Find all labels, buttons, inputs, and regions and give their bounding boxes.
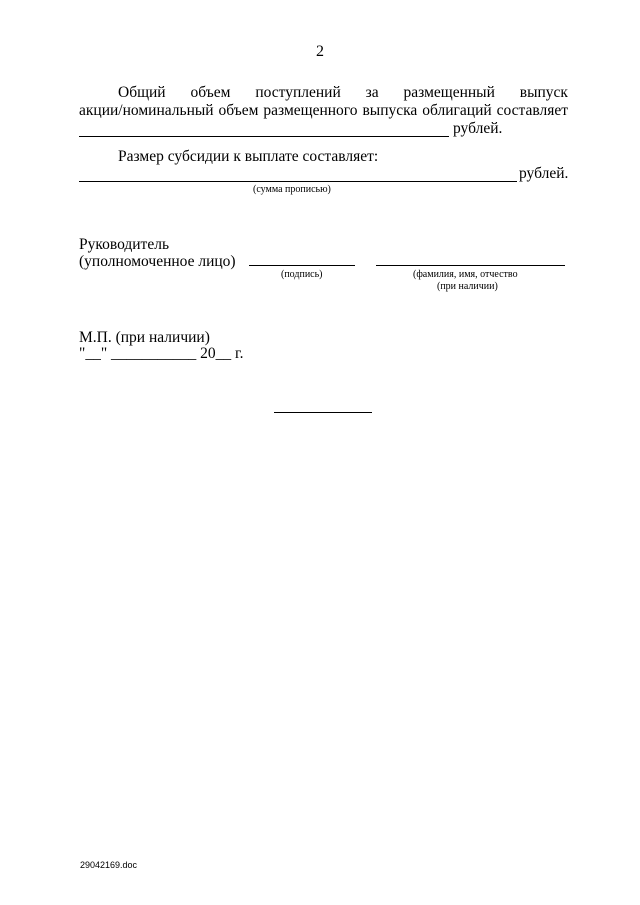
signature-hint: (подпись) [281, 269, 323, 280]
subsidy-hint: (сумма прописью) [253, 184, 331, 195]
fio-hint-qualifier: (при наличии) [437, 281, 498, 292]
subsidy-blank-field[interactable] [79, 181, 517, 182]
paragraph1-line2: акции/номинальный объем размещенного выпуска облигаций составляет [79, 102, 568, 119]
file-name: 29042169.doc [80, 860, 138, 870]
volume-unit-label: рублей. [453, 120, 503, 137]
subsidy-unit-label: рублей. [519, 165, 569, 182]
date-line: "__" ___________ 20__ г. [79, 345, 244, 362]
word: поступлений [255, 84, 341, 101]
head-label-qualifier: (уполномоченное лицо) [79, 253, 236, 270]
fio-hint: (фамилия, имя, отчество [413, 269, 518, 280]
word: выпуск [519, 84, 568, 101]
signature-blank-field[interactable] [249, 265, 355, 266]
fio-blank-field[interactable] [376, 265, 565, 266]
word: за [365, 84, 379, 101]
word: Общий [118, 84, 166, 101]
subsidy-label: Размер субсидии к выплате составляет: [118, 148, 379, 165]
page-number: 2 [316, 43, 324, 60]
stamp-label: М.П. (при наличии) [79, 329, 210, 346]
word: размещенный [403, 84, 495, 101]
head-label: Руководитель [79, 236, 170, 253]
volume-blank-field[interactable] [79, 136, 449, 137]
end-divider [274, 412, 372, 413]
paragraph1-line1 [118, 84, 568, 102]
word: объем [190, 84, 231, 101]
